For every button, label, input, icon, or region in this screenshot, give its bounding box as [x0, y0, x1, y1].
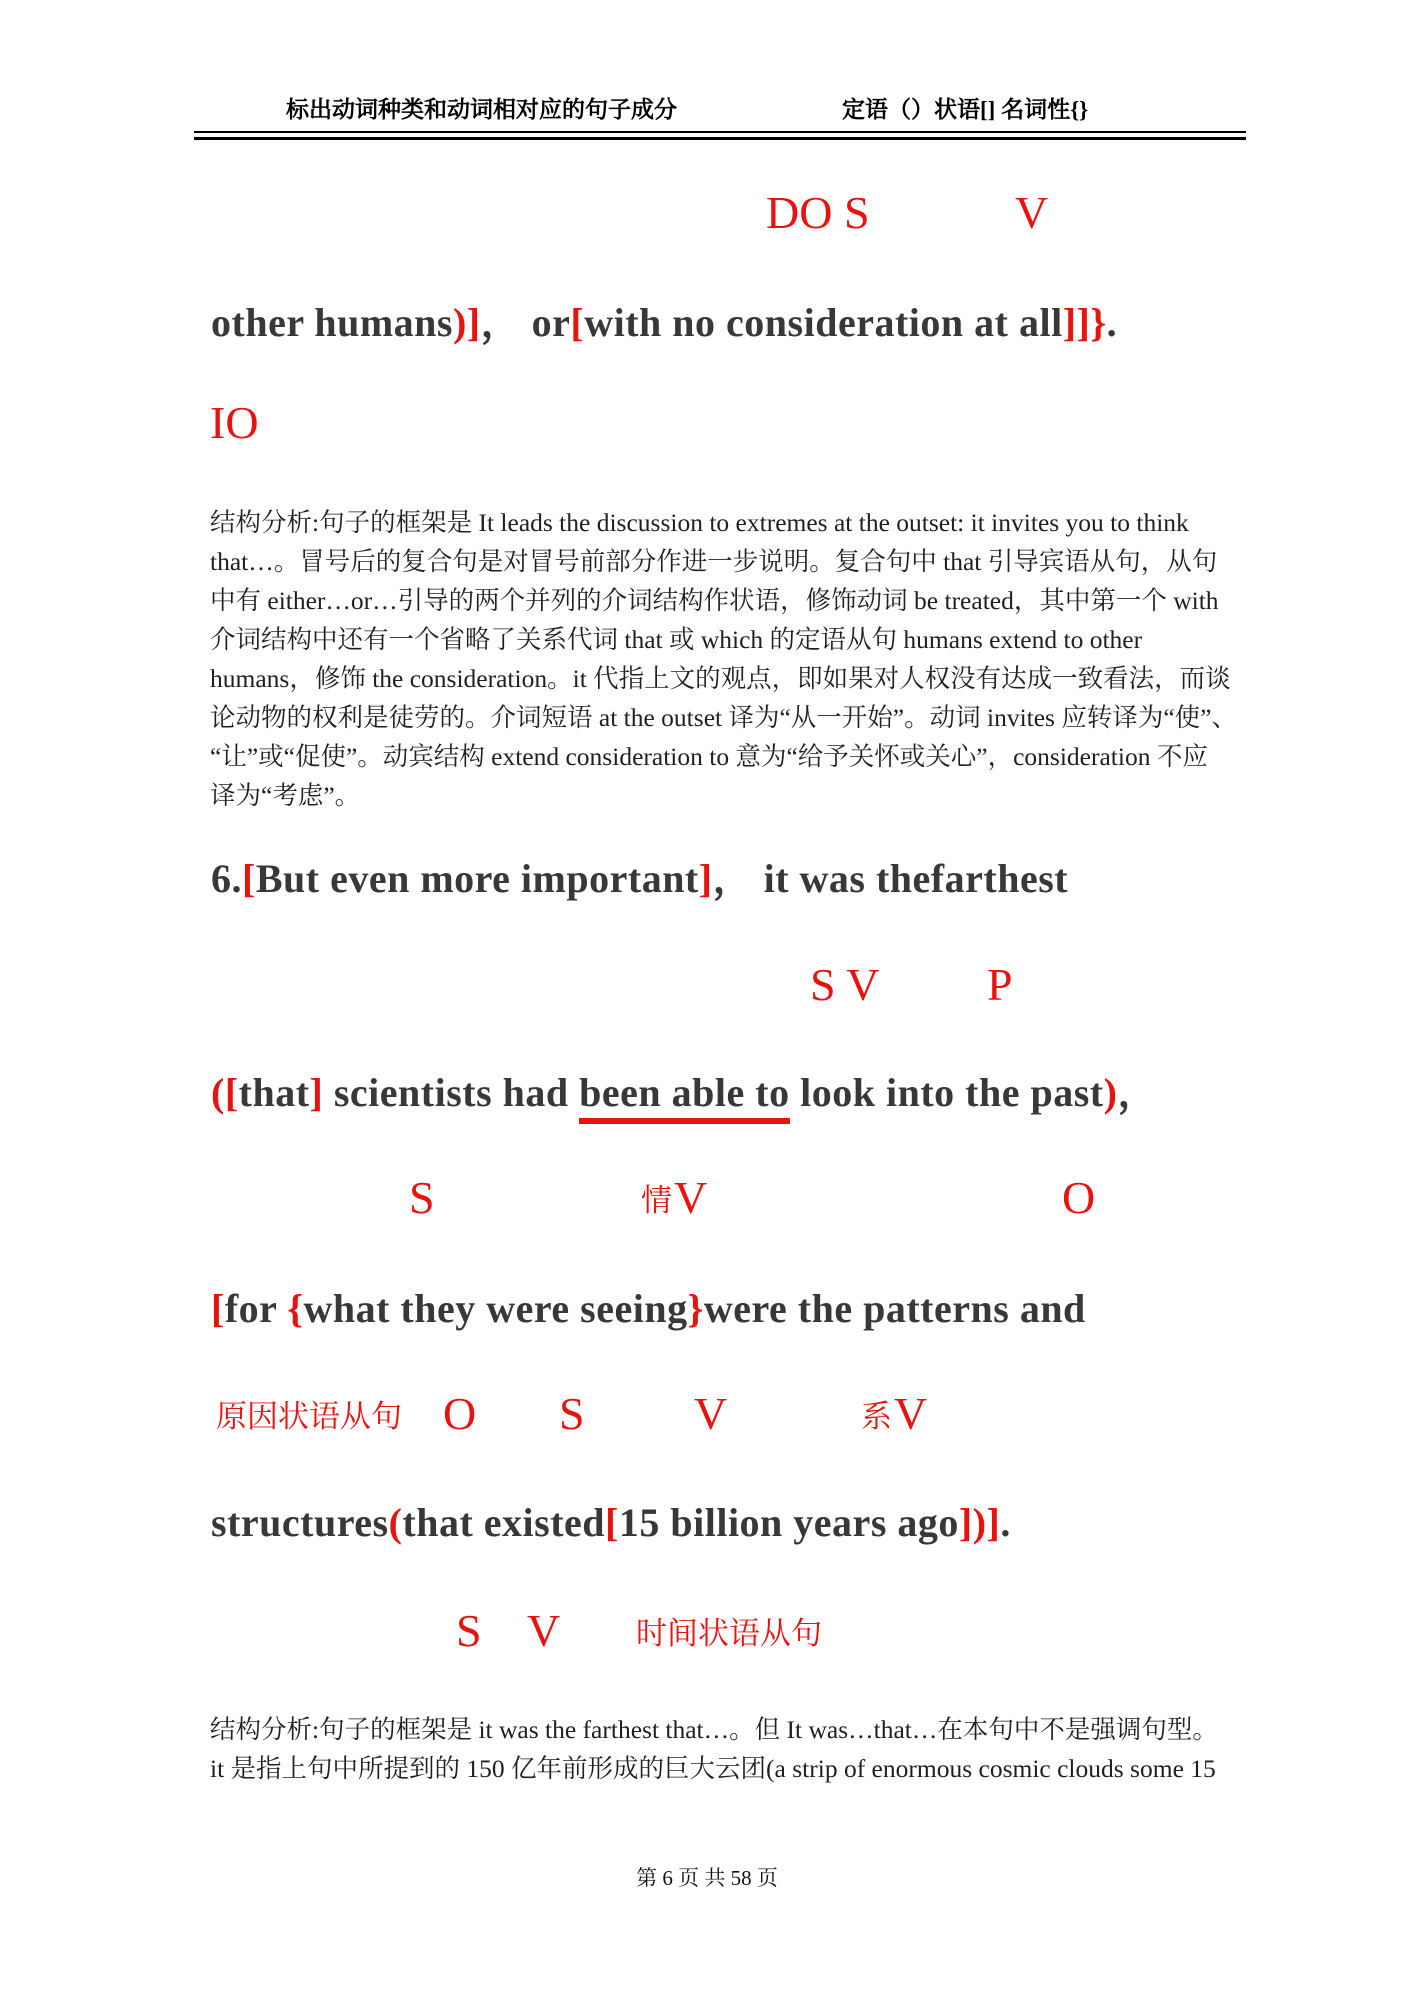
paragraph-line: 介词结构中还有一个省略了关系代词 that 或 which 的定语从句 humans extend to other [210, 625, 1143, 654]
paragraph-line: “让”或“促使”。动宾结构 extend consideration to 意为“给予关怀或关心”，consideration 不应 [210, 742, 1208, 771]
annotation-xi: 系 [861, 1399, 892, 1434]
bracket-mark: ] [309, 1070, 324, 1115]
sentence-line-1 [211, 300, 1117, 346]
header-left-title: 标出动词种类和动词相对应的句子成分 [286, 97, 677, 122]
bracket-mark: )] [452, 300, 481, 345]
bracket-mark: ]]} [1062, 300, 1107, 345]
sentence-text: with no consideration at all [584, 300, 1063, 345]
sentence-text: . [1000, 1500, 1011, 1545]
sentence-text: look into the past [789, 1070, 1104, 1115]
paragraph-line: it 是指上句中所提到的 150 亿年前形成的巨大云团(a strip of enormous cosmic clouds some 15 [210, 1754, 1216, 1783]
annotation-do-s: DO S [766, 187, 870, 238]
paragraph-line: humans，修饰 the consideration。it 代指上文的观点，即如果对人权没有达成一致看法，而谈 [210, 664, 1231, 693]
annotation-v: V [674, 1172, 708, 1223]
bracket-mark: ) [1103, 1070, 1118, 1115]
paragraph-line: 中有 either…or…引导的两个并列的介词结构作状语，修饰动词 be treated，其中第一个 with [210, 586, 1219, 615]
paragraph-line: 结构分析:句子的框架是 It leads the discussion to extremes at the outset: it invites you to think [210, 508, 1189, 537]
bracket-mark: [ [570, 300, 585, 345]
bracket-mark: ([ [211, 1070, 239, 1115]
sentence-line-4 [211, 1500, 1011, 1546]
annotation-s-v: S V [810, 959, 880, 1010]
sentence-text: . [1106, 300, 1118, 345]
annotation-p: P [987, 959, 1013, 1010]
annotation-reason-clause-label: 原因状语从句 [216, 1399, 402, 1434]
bracket-mark: [ [211, 1286, 225, 1331]
sentence-text: that existed [402, 1500, 606, 1545]
paragraph-line: 论动物的权利是徒劳的。介词短语 at the outset 译为“从一开始”。动词 invites 应转译为“使”、 [210, 703, 1237, 732]
paragraph-line: 结构分析:句子的框架是 it was the farthest that…。但 It was…that…在本句中不是强调句型。 [210, 1715, 1218, 1744]
sentence-text: other humans [211, 300, 453, 345]
bracket-mark: ( [388, 1500, 403, 1545]
sentence-text: for [224, 1286, 288, 1331]
bracket-mark: ] [698, 856, 713, 901]
annotation-o: O [1062, 1172, 1096, 1223]
bracket-mark: [ [242, 856, 256, 901]
sentence-text: scientists had [323, 1070, 580, 1115]
annotation-s: S [409, 1172, 435, 1223]
header-rule [194, 131, 1246, 140]
paragraph-line: 译为“考虑”。 [210, 781, 361, 810]
paragraph-line: that…。冒号后的复合句是对冒号前部分作进一步说明。复合句中 that 引导宾语从句，从句 [210, 547, 1218, 576]
section-6-heading [211, 856, 1068, 902]
annotation-qing: 情 [641, 1183, 672, 1218]
sentence-text: ， it was thefarthest [712, 856, 1069, 901]
annotation-s: S [456, 1605, 482, 1656]
bracket-mark: ])] [958, 1500, 1001, 1545]
bracket-mark: [ [605, 1500, 619, 1545]
annotation-v: V [527, 1605, 561, 1656]
page-number: 第 6 页 共 58 页 [636, 1866, 778, 1890]
sentence-text: were the patterns and [703, 1286, 1086, 1331]
sentence-text: structures [211, 1500, 389, 1545]
sentence-text: But even more important [255, 856, 699, 901]
annotation-v: V [894, 1388, 928, 1439]
analysis-paragraph-1 [210, 503, 1250, 815]
sentence-text: that [238, 1070, 310, 1115]
annotation-time-clause-label: 时间状语从句 [636, 1616, 822, 1651]
annotation-v: V [1015, 187, 1049, 238]
sentence-text: ， or [480, 300, 571, 345]
annotation-io: IO [210, 397, 259, 448]
sentence-line-3 [211, 1286, 1086, 1332]
sentence-line-2 [211, 1070, 1158, 1116]
bracket-mark: { [287, 1286, 304, 1331]
analysis-paragraph-2 [210, 1710, 1250, 1788]
annotation-o: O [443, 1388, 477, 1439]
underlined-phrase: been able to [579, 1070, 789, 1124]
sentence-text: ， [1117, 1070, 1158, 1115]
sentence-text: 15 billion years ago [618, 1500, 959, 1545]
sentence-text: what they were seeing [303, 1286, 688, 1331]
annotation-s: S [559, 1388, 585, 1439]
sentence-text: 6. [211, 856, 242, 901]
annotation-v: V [694, 1388, 728, 1439]
header-right-legend: 定语（）状语[] 名词性{} [842, 97, 1089, 122]
bracket-mark: } [687, 1286, 704, 1331]
